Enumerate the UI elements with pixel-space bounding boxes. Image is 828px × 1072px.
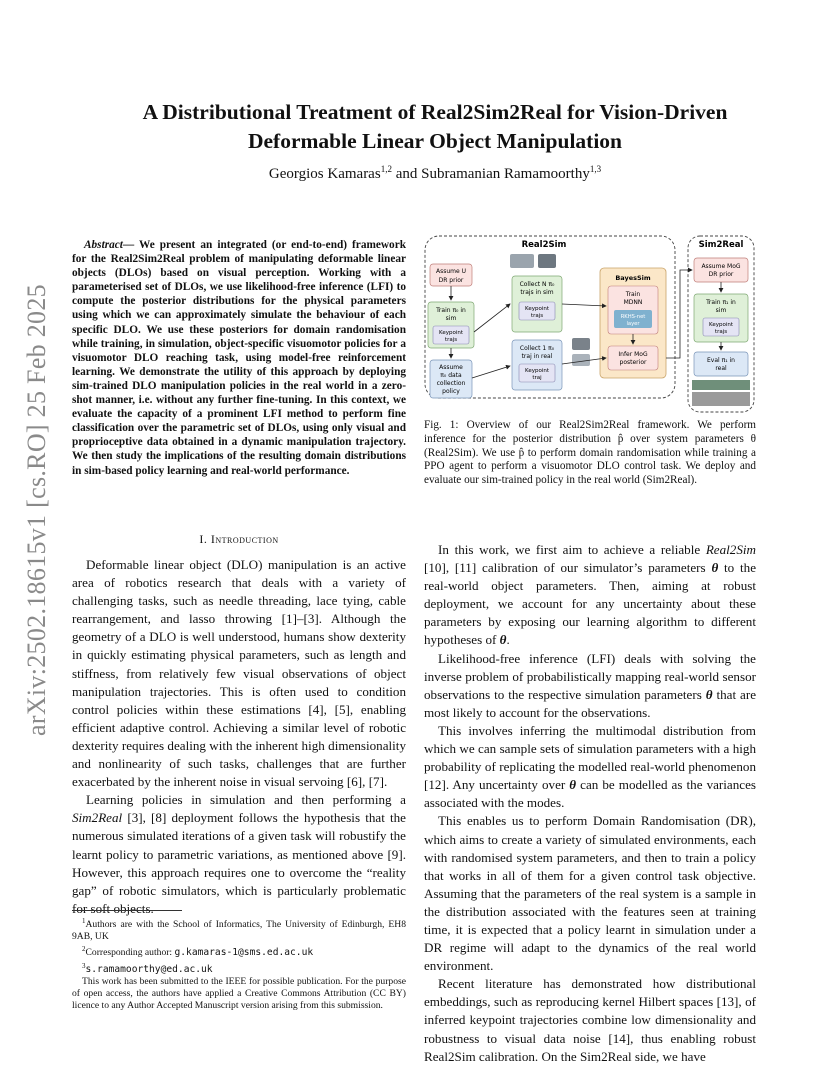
- rp1-a: In this work, we first aim to achieve a reliable: [438, 542, 706, 557]
- train-pi0-sim-text: sim: [445, 315, 457, 322]
- abstract: [72, 238, 406, 478]
- right-column-text: [424, 541, 756, 1066]
- figure-1-diagram: [424, 232, 756, 414]
- footnote-2-mark: 2: [82, 945, 86, 954]
- author-1-affil: 1,2: [380, 164, 392, 174]
- trajs-text-2: trajs: [530, 313, 544, 319]
- assume-u-text: Assume U: [436, 268, 466, 275]
- assume-mog-text: Assume MoG: [701, 263, 741, 270]
- collect-1-text: Collect 1 π₀: [519, 345, 555, 352]
- footnote-1-text: Authors are with the School of Informatics, The University of Edinburgh, EH8 9AB, UK: [72, 919, 406, 943]
- collect-n-text: Collect N π₀: [519, 281, 555, 288]
- author-2: Subramanian Ramamoorthy: [421, 166, 590, 182]
- mdnn-text: MDNN: [623, 299, 643, 306]
- sim2real-label: Sim2Real: [698, 240, 744, 250]
- dr-prior-text: DR prior: [438, 277, 464, 284]
- corresponding-author-email[interactable]: g.kamaras-1@sms.ed.ac.uk: [174, 947, 314, 959]
- train-pi1-sim-text: sim: [715, 307, 727, 314]
- rp1-emphasis: Real2Sim: [705, 542, 756, 557]
- rp3-b: can be modelled as the variances associated with the modes.: [424, 777, 757, 811]
- rp2-a: Likelihood-free inference (LFI) deals with solving the inverse problem of probabilistically mapping real-world sensor observations to the respective simulation parameters: [424, 650, 756, 702]
- real-camera-thumbnail: [572, 338, 590, 350]
- pi0-data-text: π₀ data: [440, 372, 462, 379]
- arxiv-id-text: arXiv:2502.18615v1 [cs.RO] 25 Feb 2025: [22, 284, 51, 736]
- real2sim-label: Real2Sim: [521, 240, 567, 250]
- assume-pi0-text: Assume: [439, 364, 463, 371]
- intro-p2-emphasis: Sim2Real: [72, 810, 123, 826]
- footnote-3: [72, 960, 406, 976]
- introduction-left-column: [72, 556, 406, 918]
- traj-text: traj: [532, 375, 542, 381]
- posterior-text: posterior: [619, 359, 647, 366]
- policy-text: policy: [442, 388, 460, 395]
- infer-mog-box: [608, 346, 658, 370]
- rp2-b: that are most likely to account for the observations.: [424, 686, 757, 720]
- real-camera-thumbnail-2: [572, 354, 590, 366]
- train-pi1-text: Train π₁ in: [706, 299, 736, 306]
- eval-pi1-text: Eval π₁ in: [707, 357, 735, 364]
- figure-1-caption: Fig. 1: Overview of our Real2Sim2Real framework. We perform inference for the posterior distribution p̂ over system parameters θ (Real2Sim). We use p̂ to perform domain randomisation while training a PPO agent to perform a visuomotor DLO control task. We deploy and evaluate our sim-trained policy in the real world (Sim2Real).: [424, 419, 756, 487]
- keypoint-text-2: Keypoint: [525, 306, 549, 312]
- footnote-1: [72, 915, 406, 943]
- trajs-in-sim-text: trajs in sim: [520, 289, 554, 296]
- author-list: [80, 164, 790, 183]
- section-title: Introduction: [210, 532, 279, 546]
- author-and: and: [391, 166, 422, 182]
- rp3-a: This involves inferring the multimodal distribution from which we can sample sets of simulation parameters with a high probability of replicating the modelled real-world phenomenon [12]. Any uncertainty over: [424, 722, 756, 793]
- footnote-2-label: Corresponding author:: [85, 947, 175, 959]
- train-text: Train: [625, 291, 641, 298]
- trajs-text-1: trajs: [444, 337, 458, 343]
- arxiv-identifier: [20, 250, 54, 770]
- paper-title: [80, 98, 790, 156]
- intro-p2-text-a: Learning policies in simulation and then performing a: [86, 792, 406, 808]
- title-line-2: Deformable Linear Object Manipulation: [247, 129, 623, 153]
- rp1-d: .: [506, 632, 510, 648]
- trajs-text-4: trajs: [714, 329, 728, 335]
- sim-render-thumbnail: [510, 254, 534, 268]
- footnote-4: This work has been submitted to the IEEE for possible publication. For the purpose of open access, the authors have applied a Creative Commons Attribution (CC BY) licence to any Author Accepted Manuscript version arising from this submission.: [72, 975, 406, 1012]
- real-eval-photo: [692, 392, 750, 406]
- abstract-text: — We present an integrated (or end-to-end) framework for the Real2Sim2Real problem of manipulating deformable linear objects (DLOs) based on visual perception. Working with a parameterised set of DLOs, we use likelihood-free inference (LFI) to compute the posterior distributions for the physical parameters using which we can approximately simulate the behaviour of each specific DLO. We use these posteriors for domain randomisation while training, in simulation, object-specific visuomotor policies for a visuomotor DLO reaching task, using model-free reinforcement learning. We demonstrate the utility of this approach by deploying sim-trained DLO manipulation policies in the real world in a zero-shot manner, i.e. without any further fine-tuning. In this context, we evaluate the capacity of a prominent LFI method to perform fine classification over the parametric set of DLOs, using only visual and proprioceptive data obtained in a dynamic manipulation trajectory. We then study the implications of the resulting domain distributions in sim-based policy learning and real-world performance.: [72, 239, 406, 477]
- author-1: Georgios Kamaras: [268, 166, 381, 182]
- train-pi0-text: Train π₀ in: [436, 307, 466, 314]
- right-paragraph-1: [424, 541, 756, 650]
- sim-render-thumbnail-2: [538, 254, 556, 268]
- footnote-rule: [72, 910, 182, 911]
- keypoint-text-1: Keypoint: [439, 330, 463, 336]
- rp1-theta: θ: [711, 560, 719, 576]
- right-paragraph-2: [424, 650, 756, 722]
- author-2-affil: 1,3: [589, 164, 602, 174]
- intro-paragraph-2: [72, 791, 406, 918]
- right-paragraph-4: This enables us to perform Domain Randomisation (DR), which aims to create a variety of simulated environments, each with randomised system parameters, and then to train a policy that works in all of them for a given control task objective. Assuming that the parameters of the real system is a sample in the distribution associated with the features seen at training time, it is expected that a policy learnt in simulation under a DR regime will adapt to the dynamics of the real world environment.: [424, 813, 756, 974]
- real-eval-photo-strip: [692, 380, 750, 390]
- layer-text: layer: [626, 321, 640, 327]
- footnote-1-mark: 1: [82, 917, 86, 925]
- footnote-2: [72, 943, 406, 959]
- title-line-1: A Distributional Treatment of Real2Sim2Real for Vision-Driven: [142, 100, 728, 124]
- collection-text: collection: [436, 380, 466, 387]
- traj-in-real-text: traj in real: [521, 353, 553, 360]
- rkhs-text: RKHS-net: [620, 314, 646, 320]
- rp1-theta-2: θ: [499, 632, 507, 648]
- bayessim-label: BayesSim: [615, 274, 651, 282]
- rp3-theta: θ: [569, 777, 577, 793]
- assume-mog-box: [694, 258, 748, 282]
- footnote-3-mark: 3: [82, 961, 86, 970]
- footnotes: [72, 910, 406, 1012]
- author-3-email[interactable]: s.ramamoorthy@ed.ac.uk: [85, 963, 213, 975]
- intro-paragraph-1: Deformable linear object (DLO) manipulation is an active area of robotics research that deals with a variety of challenging tasks, such as needle threading, lace tying, cable rearrangement, and lasso throwing [1]–[3]. Although the geometry of a DLO is well understood, humans show dexterity in quickly estimating physical parameters, such as length and stiffness, from relatively few visual observations of object manipulation trajectories. This is often used to condition control policies within these estimations [4], [5], enabling efficient adaptive control. Achieving a similar level of robotic dexterity requires dealing with the inherent high dimensionality and nonlinearity of such tasks, challenges that are further exacerbated by the inherent noise in visual servoing [6], [7].: [72, 557, 406, 790]
- dr-prior-text-2: DR prior: [708, 271, 734, 278]
- rp1-c: to the real-world object parameters. Then, aiming at robust deployment, we account for any uncertainty about these parameters by exposing our learning algorithm to different hypotheses of: [424, 560, 757, 648]
- right-paragraph-5: Recent literature has demonstrated how distributional embeddings, such as reproducing kernel Hilbert spaces [13], of inferred keypoint trajectories combine low dimensionality and robustness to visual data noise [14], thus enabling robust Real2Sim calibration. On the Sim2Real side, we have: [424, 976, 756, 1064]
- section-number: I.: [199, 532, 211, 546]
- infer-mog-text: Infer MoG: [618, 351, 648, 358]
- section-heading-introduction: [72, 532, 406, 547]
- right-paragraph-3: [424, 722, 756, 812]
- keypoint-text-3: Keypoint: [525, 368, 549, 374]
- keypoint-text-4: Keypoint: [709, 322, 733, 328]
- intro-p2-text-b: [3], [8] deployment follows the hypothesis that the numerous simulated iterations of a given task will robustify the learnt policy to parametric variations, as mentioned above [9]. However, this approach requires one to overcome the “reality gap” of robotic simulators, which is particularly problematic for soft objects.: [72, 810, 406, 916]
- rp1-b: [10], [11] calibration of our simulator’s parameters: [424, 560, 712, 576]
- rp2-theta: θ: [705, 686, 713, 702]
- eval-real-text: real: [715, 365, 727, 372]
- eval-pi1-box: [694, 352, 748, 376]
- abstract-label: Abstract: [84, 239, 123, 251]
